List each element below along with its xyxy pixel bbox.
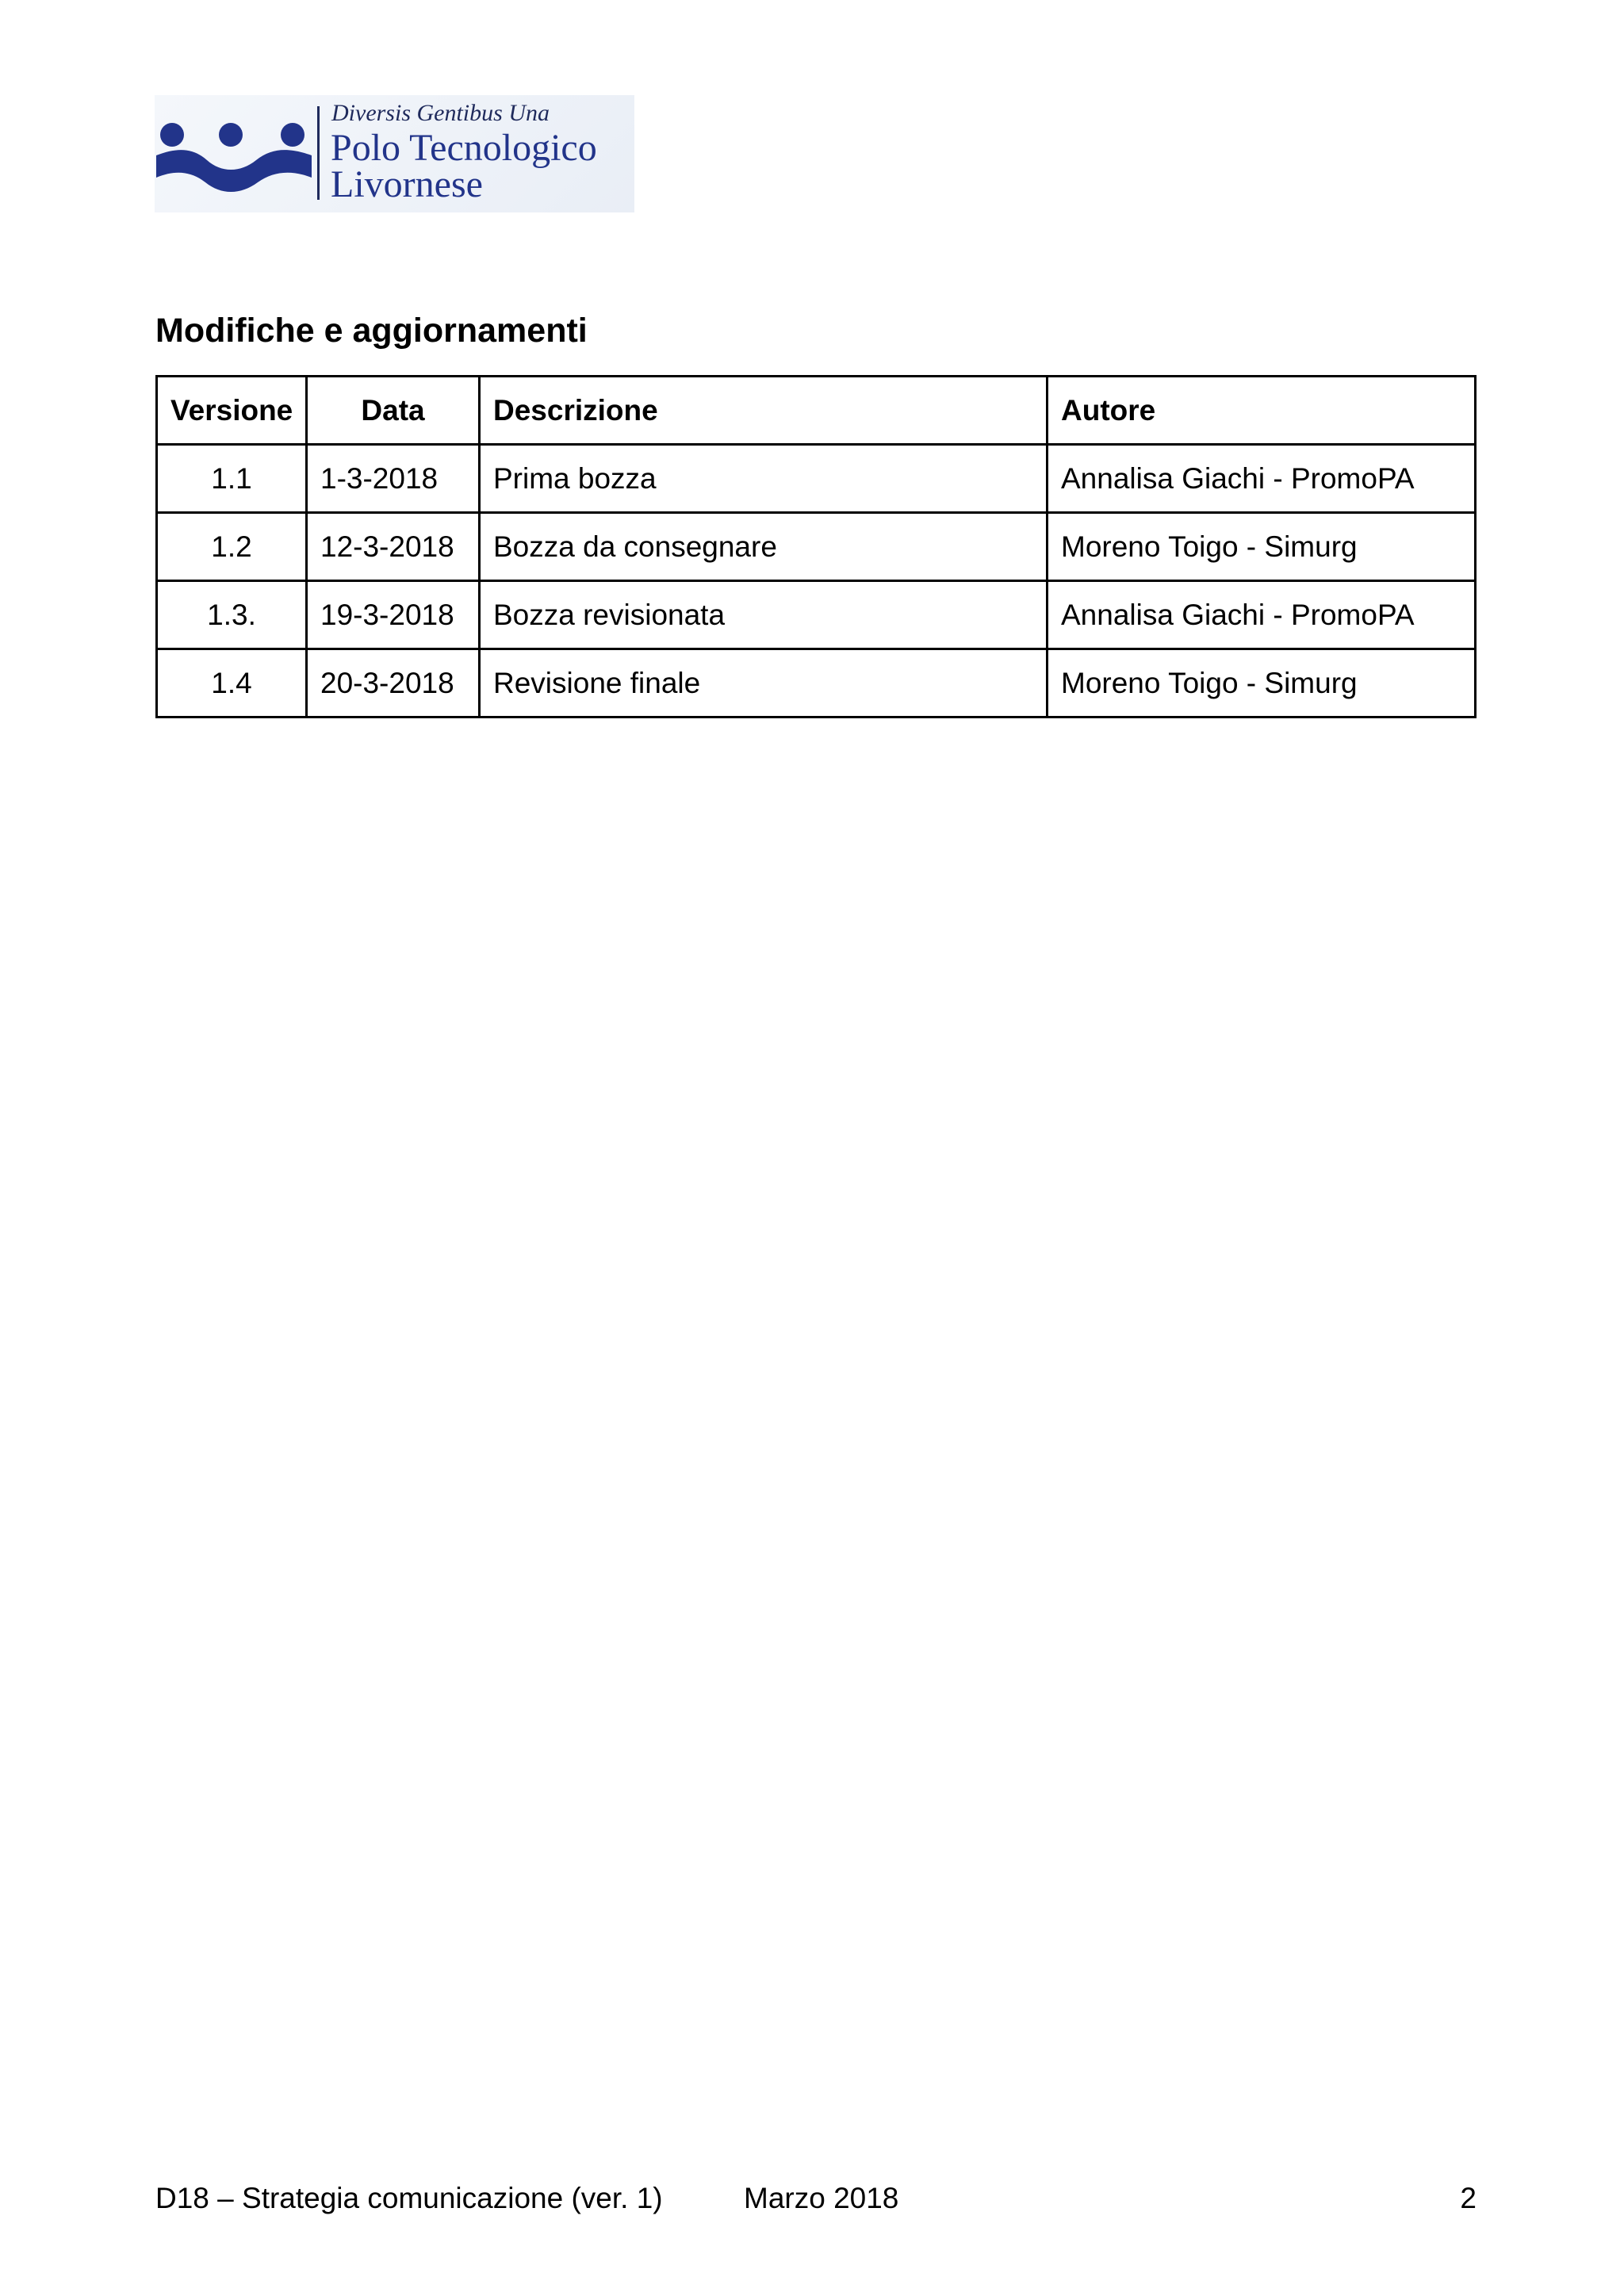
cell-version: 1.3.: [157, 581, 307, 649]
cell-author: Moreno Toigo - Simurg: [1048, 513, 1476, 581]
logo-name-line1: Polo Tecnologico: [331, 127, 597, 169]
header-date: Data: [307, 377, 480, 445]
cell-description: Revisione finale: [480, 649, 1048, 718]
cell-author: Annalisa Giachi - PromoPA: [1048, 581, 1476, 649]
logo: [155, 95, 634, 212]
cell-date: 19-3-2018: [307, 581, 480, 649]
cell-description: Bozza revisionata: [480, 581, 1048, 649]
table-row: [157, 581, 1476, 649]
table-row: [157, 513, 1476, 581]
cell-date: 1-3-2018: [307, 445, 480, 513]
cell-description: Bozza da consegnare: [480, 513, 1048, 581]
cell-date: 12-3-2018: [307, 513, 480, 581]
cell-author: Moreno Toigo - Simurg: [1048, 649, 1476, 718]
footer-document-title: D18 – Strategia comunicazione (ver. 1): [155, 2182, 663, 2214]
cell-version: 1.2: [157, 513, 307, 581]
logo-motto: Diversis Gentibus Una: [331, 100, 550, 126]
table-header-row: [157, 377, 1476, 445]
cell-version: 1.1: [157, 445, 307, 513]
cell-author: Annalisa Giachi - PromoPA: [1048, 445, 1476, 513]
footer-page-number: 2: [1460, 2182, 1477, 2214]
cell-description: Prima bozza: [480, 445, 1048, 513]
header-description: Descrizione: [480, 377, 1048, 445]
footer-date: Marzo 2018: [744, 2182, 899, 2214]
logo-name-line2: Livornese: [331, 163, 483, 205]
section-title: Modifiche e aggiornamenti: [155, 312, 588, 350]
cell-date: 20-3-2018: [307, 649, 480, 718]
header-version: Versione: [157, 377, 307, 445]
changes-table: [155, 375, 1477, 718]
cell-version: 1.4: [157, 649, 307, 718]
waves-logo-icon: [155, 95, 313, 212]
header-author: Autore: [1048, 377, 1476, 445]
table-row: [157, 649, 1476, 718]
logo-name: [331, 127, 597, 205]
table-row: [157, 445, 1476, 513]
logo-divider: [317, 106, 320, 200]
